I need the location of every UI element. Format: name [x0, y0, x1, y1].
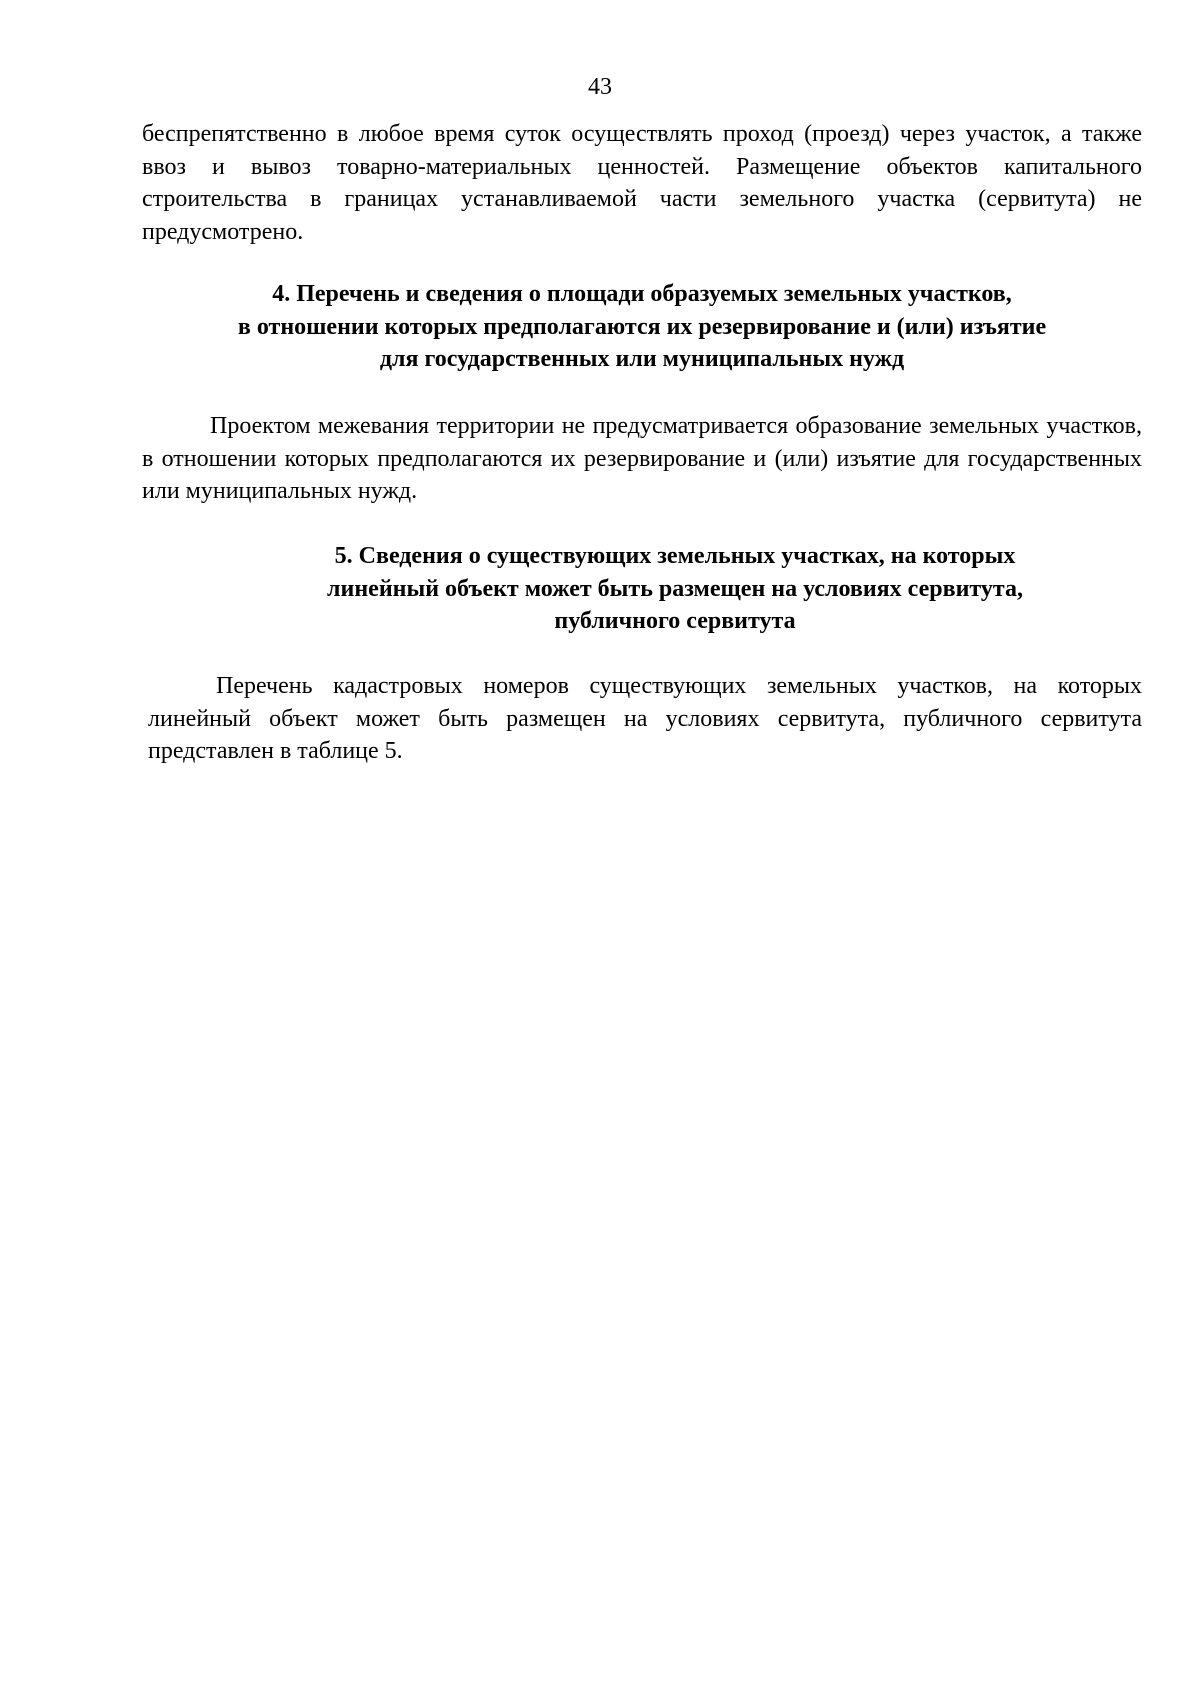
page-number: 43: [588, 74, 612, 100]
section-5-paragraph: Перечень кадастровых номеров существующих земельных участков, на которых линейный объект может быть размещен на условиях сервитута, публичного сервитута представлен в таблице 5.: [148, 673, 1142, 764]
section-4-heading-line: для государственных или муниципальных нужд: [379, 346, 905, 372]
section-5-heading: [220, 540, 1130, 638]
section-5-heading-line: публичного сервитута: [554, 608, 796, 634]
section-4-heading-line: 4. Перечень и сведения о площади образуемых земельных участков,: [272, 281, 1012, 307]
continuation-paragraph: беспрепятственно в любое время суток осуществлять проход (проезд) через участок, а также ввоз и вывоз товарно-материальных ценностей. Размещение объектов капитального строительства в границах устанавливаемой части земельного участка (сервитута) не предусмотрено.: [142, 121, 1142, 245]
section-5-heading-line: 5. Сведения о существующих земельных участках, на которых: [334, 543, 1016, 569]
section-4-heading-line: в отношении которых предполагаются их резервирование и (или) изъятие: [237, 313, 1047, 340]
section-5-heading-line: линейный объект может быть размещен на условиях сервитута,: [327, 575, 1023, 602]
section-4-heading: [142, 278, 1142, 376]
section-4-paragraph: Проектом межевания территории не предусматривается образование земельных участков, в отношении которых предполагаются их резервирование и (или) изъятие для государственных или муниципальных нужд.: [142, 413, 1142, 504]
